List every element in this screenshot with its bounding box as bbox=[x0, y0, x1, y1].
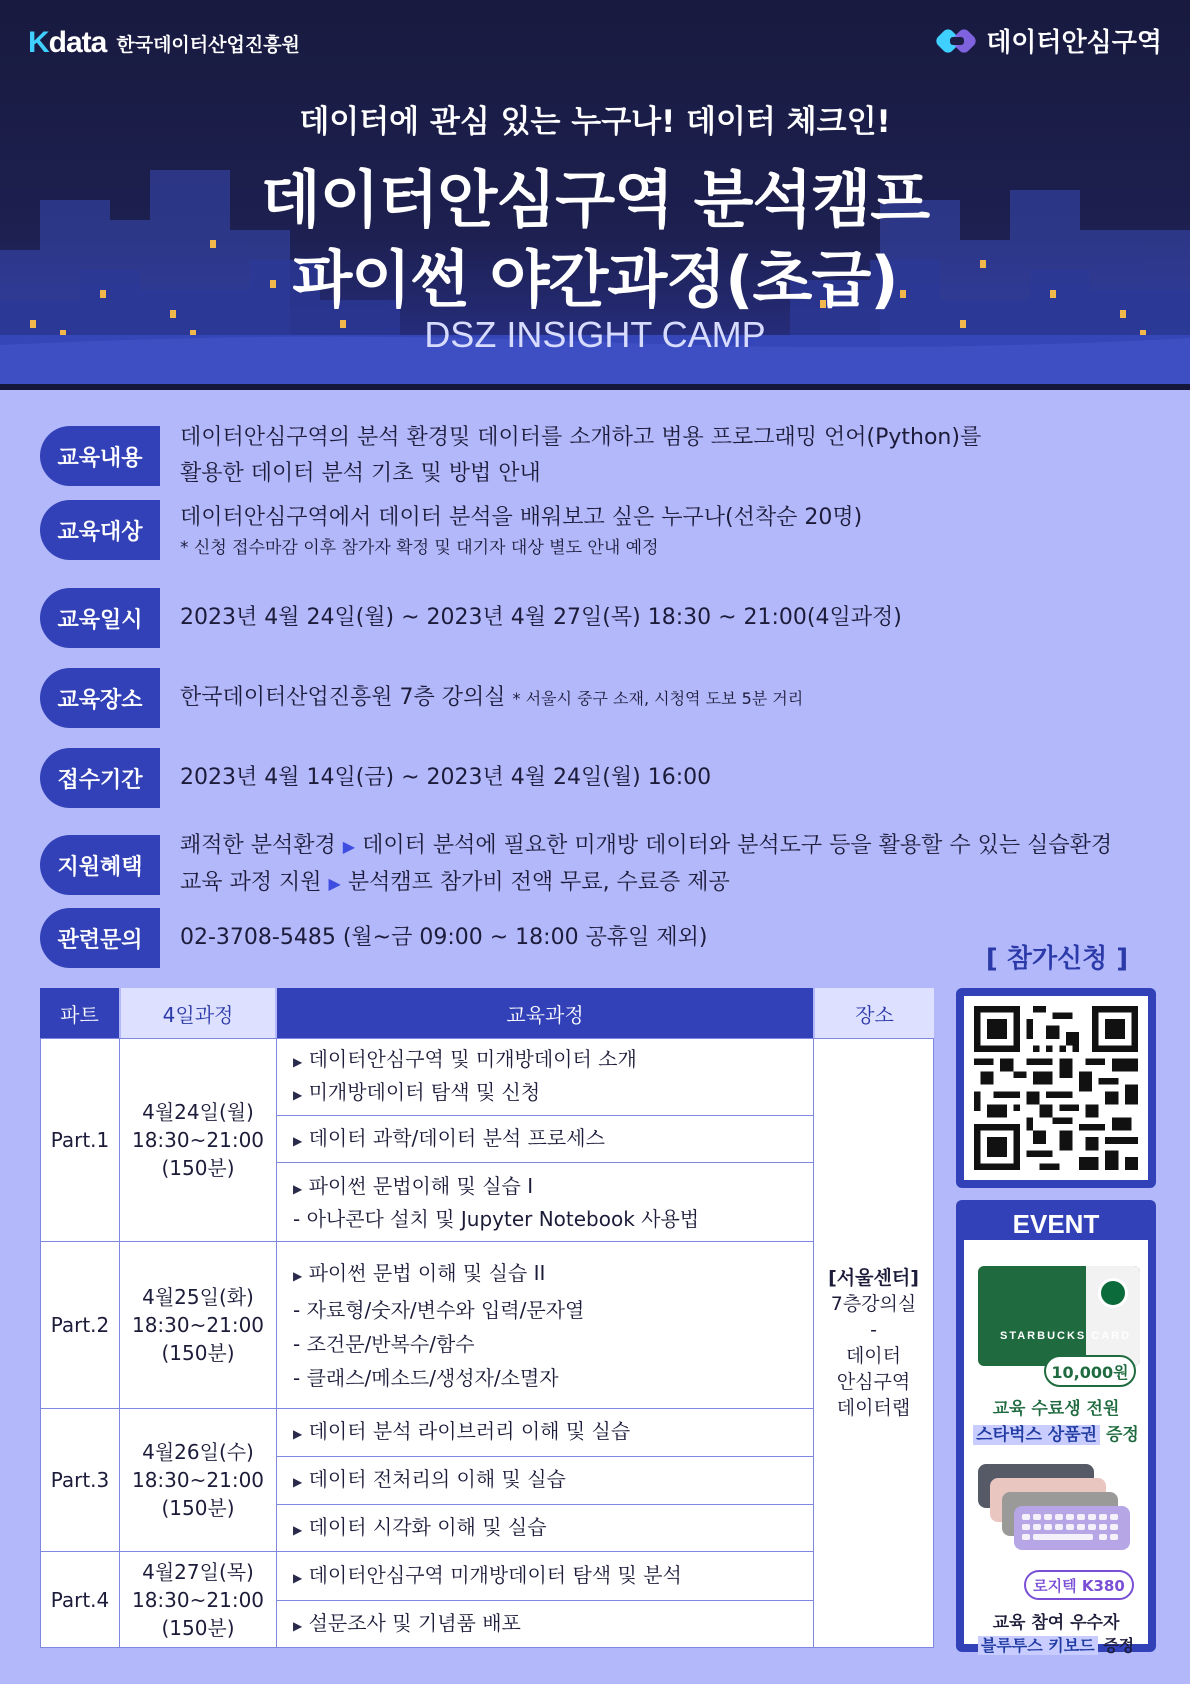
info-label: 교육대상 bbox=[40, 500, 160, 560]
info-value bbox=[180, 420, 981, 492]
dsz-logo bbox=[936, 22, 1162, 59]
course-subitem: - 클래스/메소드/생성자/소멸자 bbox=[293, 1365, 559, 1390]
bullet-triangle-icon: ▶ bbox=[293, 1181, 303, 1196]
info-label: 교육내용 bbox=[40, 426, 160, 486]
triangle-right-icon: ▶ bbox=[328, 874, 341, 893]
header-divider bbox=[0, 384, 1190, 390]
info-row-date bbox=[40, 588, 902, 648]
info-row-content bbox=[40, 420, 981, 492]
place-line: - bbox=[870, 1319, 877, 1341]
place-line: 데이터랩 bbox=[836, 1397, 911, 1419]
header-subtitle: 데이터에 관심 있는 누구나! 데이터 체크인! bbox=[299, 104, 891, 140]
part-schedule bbox=[119, 1551, 277, 1648]
course-cell bbox=[276, 1162, 814, 1242]
course-item: 설문조사 및 기념품 배포 bbox=[308, 1610, 521, 1635]
info-label: 지원혜택 bbox=[40, 835, 160, 895]
schedule-duration: (150분) bbox=[161, 1341, 235, 1365]
apply-title: [ 참가신청 ] bbox=[985, 944, 1129, 974]
info-value: 2023년 4월 14일(금) ~ 2023년 4월 24일(월) 16:00 bbox=[180, 765, 712, 790]
event-line: 교육 수료생 전원 bbox=[992, 1399, 1120, 1419]
keyboard-model-badge: 로지텍 K380 bbox=[1024, 1570, 1134, 1600]
part-schedule bbox=[119, 1408, 277, 1552]
keyboard-illustration bbox=[972, 1460, 1152, 1570]
benefit-body: 데이터 분석에 필요한 미개방 데이터와 분석도구 등을 활용할 수 있는 실습환경 bbox=[362, 833, 1113, 858]
qr-code-frame[interactable] bbox=[956, 988, 1156, 1188]
info-row-target bbox=[40, 500, 862, 560]
schedule-date: 4월27일(목) bbox=[142, 1559, 254, 1584]
schedule-duration: (150분) bbox=[161, 1615, 235, 1640]
info-row-benefits bbox=[40, 828, 1112, 902]
part-name: Part.4 bbox=[40, 1551, 120, 1648]
course-item: 데이터안심구역 및 미개방데이터 소개 bbox=[308, 1047, 637, 1071]
header-banner bbox=[0, 0, 1190, 390]
course-cell bbox=[276, 1115, 814, 1163]
course-item: 데이터 시각화 이해 및 실습 bbox=[308, 1514, 547, 1539]
schedule-time: 18:30~21:00 bbox=[131, 1313, 265, 1337]
dsz-logo-icon bbox=[936, 25, 978, 57]
schedule-duration: (150분) bbox=[161, 1496, 235, 1520]
course-cell bbox=[276, 1038, 814, 1116]
part-schedule bbox=[119, 1241, 277, 1409]
part-name: Part.3 bbox=[40, 1408, 120, 1552]
course-item: 미개방데이터 탐색 및 신청 bbox=[308, 1080, 541, 1104]
schedule-time: 18:30~21:00 bbox=[131, 1587, 265, 1612]
event-text: 증정 bbox=[1103, 1636, 1135, 1655]
info-value: 02-3708-5485 (월~금 09:00 ~ 18:00 공휴일 제외) bbox=[180, 925, 708, 950]
place-cell bbox=[813, 1038, 934, 1648]
qr-code-icon[interactable] bbox=[974, 1006, 1138, 1170]
info-value bbox=[180, 828, 1112, 902]
event-content bbox=[964, 1240, 1148, 1655]
course-cell bbox=[276, 1504, 814, 1552]
schedule-date: 4월25일(화) bbox=[142, 1285, 254, 1309]
starbucks-card-illustration bbox=[978, 1266, 1140, 1366]
course-subitem: - 아나콘다 설치 및 Jupyter Notebook 사용법 bbox=[293, 1206, 700, 1231]
info-label: 관련문의 bbox=[40, 908, 160, 968]
place-line: 데이터 bbox=[845, 1345, 902, 1367]
table-header-part: 파트 bbox=[40, 988, 119, 1038]
info-line: 활용한 데이터 분석 기초 및 방법 안내 bbox=[180, 461, 541, 486]
info-note: * 신청 접수마감 이후 참가자 확정 및 대기자 대상 별도 안내 예정 bbox=[180, 538, 659, 558]
bullet-triangle-icon: ▶ bbox=[293, 1055, 303, 1069]
info-row-registration bbox=[40, 748, 711, 808]
info-row-place bbox=[40, 668, 803, 728]
info-line: 데이터안심구역에서 데이터 분석을 배워보고 싶은 누구나(선착순 20명) bbox=[180, 505, 863, 530]
event-title: EVENT bbox=[1012, 1209, 1100, 1239]
course-cell bbox=[276, 1241, 814, 1409]
gift-price-badge: 10,000원 bbox=[1044, 1355, 1136, 1387]
triangle-right-icon: ▶ bbox=[342, 837, 356, 856]
info-value bbox=[180, 500, 862, 560]
dsz-wordmark: 데이터안심구역 bbox=[986, 28, 1162, 58]
info-note: * 서울시 중구 소재, 시청역 도보 5분 거리 bbox=[512, 688, 804, 708]
bullet-triangle-icon: ▶ bbox=[293, 1618, 303, 1633]
event-text: 증정 bbox=[1105, 1425, 1139, 1445]
benefit-body: 분석캠프 참가비 전액 무료, 수료증 제공 bbox=[347, 870, 730, 895]
place-line: 7층강의실 bbox=[830, 1293, 917, 1315]
kdata-wordmark: data bbox=[48, 26, 107, 59]
bullet-triangle-icon: ▶ bbox=[293, 1570, 303, 1585]
info-line: 데이터안심구역의 분석 환경및 데이터를 소개하고 범용 프로그래밍 언어(Python)를 bbox=[180, 425, 982, 450]
course-item: 데이터 전처리의 이해 및 실습 bbox=[308, 1467, 566, 1491]
schedule-time: 18:30~21:00 bbox=[131, 1468, 265, 1492]
table-header-place: 장소 bbox=[815, 988, 934, 1038]
course-item: 파이썬 문법이해 및 실습 I bbox=[308, 1173, 534, 1198]
info-label: 접수기간 bbox=[40, 748, 160, 808]
info-value: 2023년 4월 24일(월) ~ 2023년 4월 27일(목) 18:30 ~ 21:00(4일과정) bbox=[180, 605, 902, 630]
course-item: 파이썬 문법 이해 및 실습 II bbox=[308, 1260, 546, 1285]
event-line: 교육 참여 우수자 bbox=[992, 1613, 1120, 1633]
schedule-duration: (150분) bbox=[161, 1156, 235, 1180]
schedule-date: 4월24일(월) bbox=[142, 1100, 254, 1124]
kdata-k-icon: K bbox=[28, 26, 49, 59]
course-cell bbox=[276, 1600, 814, 1648]
page-title-line1: 데이터안심구역 분석캠프 bbox=[260, 163, 930, 236]
event-panel bbox=[956, 1200, 1156, 1655]
event-line bbox=[964, 1636, 1148, 1656]
bullet-triangle-icon: ▶ bbox=[293, 1088, 303, 1102]
event-line bbox=[964, 1422, 1148, 1448]
schedule-date: 4월26일(수) bbox=[142, 1440, 254, 1464]
org-name: 한국데이터산업진흥원 bbox=[116, 33, 300, 56]
kdata-logo bbox=[28, 26, 300, 60]
part-name: Part.1 bbox=[40, 1038, 120, 1242]
course-item: 데이터 과학/데이터 분석 프로세스 bbox=[308, 1125, 605, 1150]
bullet-triangle-icon: ▶ bbox=[293, 1475, 303, 1489]
course-cell bbox=[276, 1456, 814, 1505]
place-line: [서울센터] bbox=[828, 1267, 919, 1289]
course-subitem: - 조건문/반복수/함수 bbox=[293, 1331, 475, 1356]
bullet-triangle-icon: ▶ bbox=[293, 1427, 303, 1441]
part-name: Part.2 bbox=[40, 1241, 120, 1409]
table-header-schedule: 4일과정 bbox=[121, 988, 275, 1038]
event-highlight: 블루투스 키보드 bbox=[978, 1636, 1098, 1655]
table-header-course: 교육과정 bbox=[277, 988, 813, 1038]
english-title: DSZ INSIGHT CAMP bbox=[424, 314, 766, 355]
place-line: 안심구역 bbox=[836, 1371, 911, 1393]
part-schedule bbox=[119, 1038, 277, 1242]
bullet-triangle-icon: ▶ bbox=[293, 1522, 303, 1537]
benefit-head: 교육 과정 지원 bbox=[180, 870, 322, 895]
course-item: 데이터 분석 라이브러리 이해 및 실습 bbox=[308, 1419, 631, 1443]
course-item: 데이터안심구역 미개방데이터 탐색 및 분석 bbox=[308, 1562, 682, 1587]
page-title-line2: 파이썬 야간과정(초급) bbox=[292, 243, 898, 316]
card-text: STARBUCKS CARD bbox=[1000, 1330, 1132, 1342]
info-label: 교육일시 bbox=[40, 588, 160, 648]
benefit-head: 쾌적한 분석환경 bbox=[180, 833, 336, 858]
bullet-triangle-icon: ▶ bbox=[293, 1268, 303, 1283]
info-value bbox=[180, 680, 803, 717]
course-cell bbox=[276, 1551, 814, 1601]
starbucks-logo-icon bbox=[1098, 1278, 1128, 1308]
course-cell bbox=[276, 1408, 814, 1457]
schedule-time: 18:30~21:00 bbox=[131, 1128, 265, 1152]
info-row-contact bbox=[40, 908, 707, 968]
bullet-triangle-icon: ▶ bbox=[293, 1133, 303, 1148]
course-subitem: - 자료형/숫자/변수와 입력/문자열 bbox=[293, 1297, 585, 1322]
info-line: 한국데이터산업진흥원 7층 강의실 bbox=[180, 684, 506, 710]
info-label: 교육장소 bbox=[40, 668, 160, 728]
event-highlight: 스타벅스 상품권 bbox=[973, 1425, 1100, 1445]
